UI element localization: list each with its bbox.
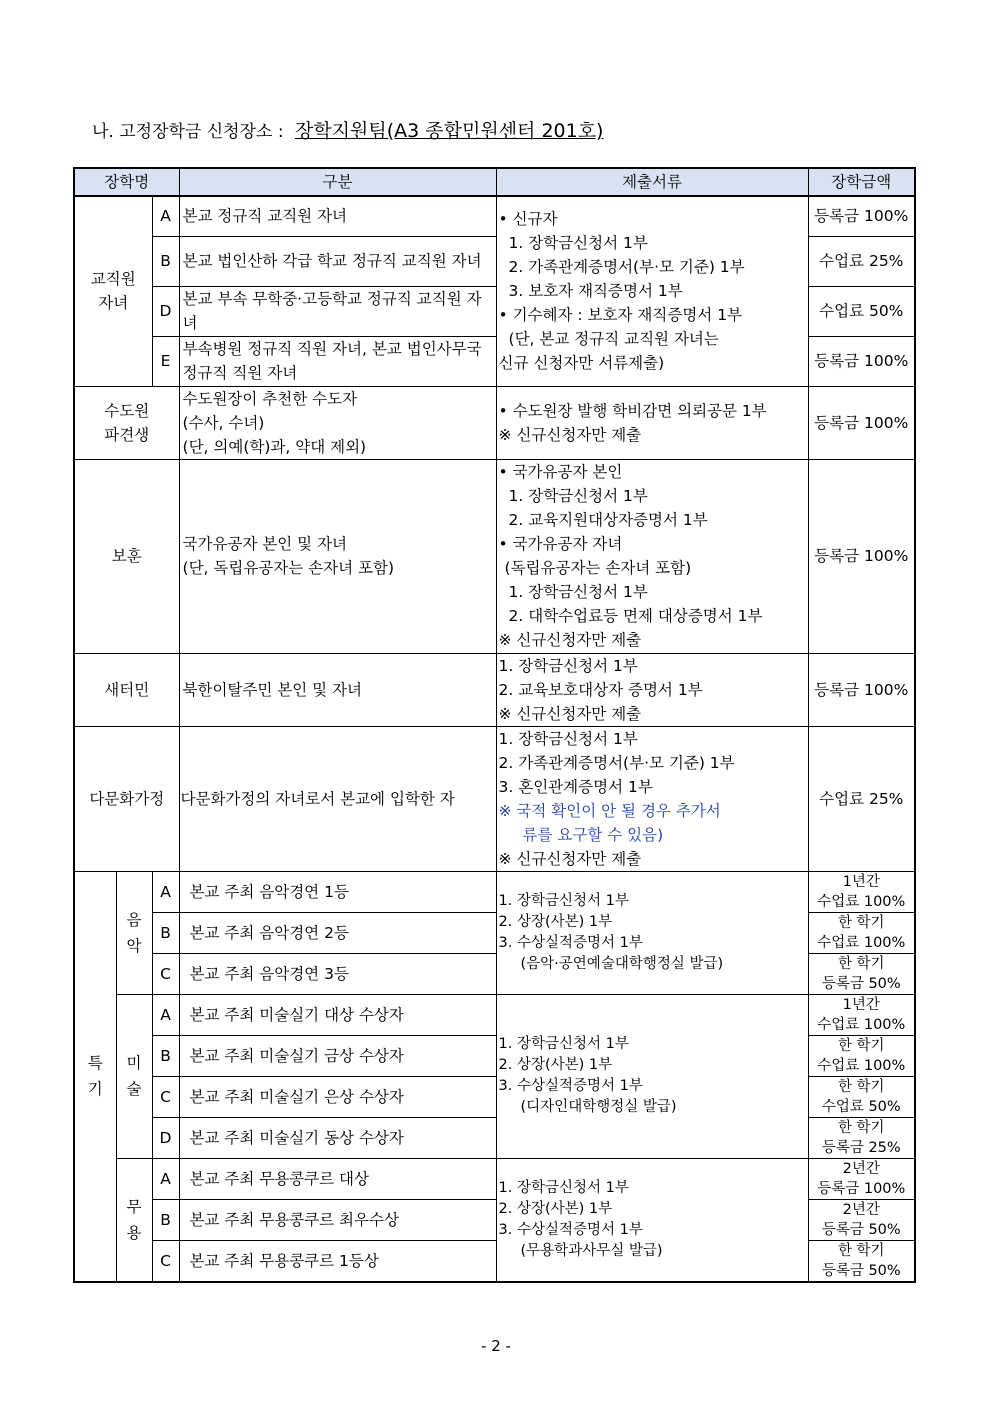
row-code: B [152, 912, 179, 953]
row-amount: 한 학기 수업료 100% [808, 1035, 915, 1076]
row-category: 부속병원 정규직 직원 자녀, 본교 법인사무국 정규직 직원 자녀 [179, 336, 496, 386]
row-amount: 1년간 수업료 100% [808, 994, 915, 1035]
section-heading [92, 116, 603, 143]
header-name: 장학명 [74, 168, 179, 196]
table-row [74, 1158, 915, 1199]
header-docs: 제출서류 [496, 168, 808, 196]
defector-name: 새터민 [74, 653, 179, 726]
multicultural-amount: 수업료 25% [808, 726, 915, 871]
veteran-name: 보훈 [74, 459, 179, 653]
row-amount: 한 학기 수업료 100% [808, 912, 915, 953]
row-category: 본교 주최 무용콩쿠르 1등상 [179, 1240, 496, 1282]
talent-name: 특 기 [74, 871, 116, 1282]
row-category: 본교 주최 음악경연 3등 [179, 953, 496, 994]
row-code: B [152, 236, 179, 286]
row-code: A [152, 1158, 179, 1199]
music-name: 음 악 [116, 871, 152, 994]
art-name: 미 술 [116, 994, 152, 1158]
row-amount: 등록금 100% [808, 196, 915, 236]
row-category: 본교 주최 미술실기 금상 수상자 [179, 1035, 496, 1076]
table-row [74, 871, 915, 912]
multicultural-docs: 1. 장학금신청서 1부 2. 가족관계증명서(부·모 기준) 1부 3. 혼인관계증명서 1부 ※ 국적 확인이 안 될 경우 추가서 류를 요구할 수 있음) ※ 신규신청자만 제출 [496, 726, 808, 871]
row-category: 본교 주최 음악경연 2등 [179, 912, 496, 953]
staff-docs: • 신규자 1. 장학금신청서 1부 2. 가족관계증명서(부·모 기준) 1부 3. 보호자 재직증명서 1부 • 기수혜자 : 보호자 재직증명서 1부 (단, 본교 정규직 교직원 자녀는 신규 신청자만 서류제출) [496, 196, 808, 386]
row-category: 본교 주최 미술실기 동상 수상자 [179, 1117, 496, 1158]
row-amount: 수업료 25% [808, 236, 915, 286]
dance-docs: 1. 장학금신청서 1부 2. 상장(사본) 1부 3. 수상실적증명서 1부 (무용학과사무실 발급) [496, 1158, 808, 1282]
row-amount: 1년간 수업료 100% [808, 871, 915, 912]
row-code: B [152, 1035, 179, 1076]
table-row [74, 459, 915, 653]
table-row [74, 994, 915, 1035]
row-code: C [152, 953, 179, 994]
page-number: - 2 - [481, 1337, 511, 1355]
monk-name: 수도원 파견생 [74, 386, 179, 459]
row-amount: 한 학기 등록금 50% [808, 1240, 915, 1282]
row-amount: 2년간 등록금 50% [808, 1199, 915, 1240]
row-category: 본교 법인산하 각급 학교 정규직 교직원 자녀 [179, 236, 496, 286]
header-category: 구분 [179, 168, 496, 196]
row-code: A [152, 871, 179, 912]
table-row [74, 726, 915, 871]
header-row [74, 168, 915, 196]
row-code: C [152, 1240, 179, 1282]
scholarship-table [73, 167, 916, 1283]
row-category: 본교 주최 미술실기 대상 수상자 [179, 994, 496, 1035]
multicultural-name: 다문화가정 [74, 726, 179, 871]
header-amount: 장학금액 [808, 168, 915, 196]
row-code: C [152, 1076, 179, 1117]
row-amount: 한 학기 수업료 50% [808, 1076, 915, 1117]
table-row [74, 386, 915, 459]
row-amount: 2년간 등록금 100% [808, 1158, 915, 1199]
row-amount: 등록금 100% [808, 336, 915, 386]
veteran-amount: 등록금 100% [808, 459, 915, 653]
row-category: 본교 주최 음악경연 1등 [179, 871, 496, 912]
veteran-docs: • 국가유공자 본인 1. 장학금신청서 1부 2. 교육지원대상자증명서 1부 • 국가유공자 자녀 (독립유공자는 손자녀 포함) 1. 장학금신청서 1부 2. 대학수업료등 면제 대상증명서 1부 ※ 신규신청자만 제출 [496, 459, 808, 653]
monk-category: 수도원장이 추천한 수도자 (수사, 수녀) (단, 의예(학)과, 약대 제외) [179, 386, 496, 459]
row-amount: 수업료 50% [808, 286, 915, 336]
row-code: B [152, 1199, 179, 1240]
defector-docs: 1. 장학금신청서 1부 2. 교육보호대상자 증명서 1부 ※ 신규신청자만 제출 [496, 653, 808, 726]
veteran-category: 국가유공자 본인 및 자녀 (단, 독립유공자는 손자녀 포함) [179, 459, 496, 653]
defector-category: 북한이탈주민 본인 및 자녀 [179, 653, 496, 726]
row-code: A [152, 994, 179, 1035]
row-code: D [152, 1117, 179, 1158]
heading-prefix: 나. 고정장학금 신청장소 : [92, 122, 284, 142]
staff-name: 교직원 자녀 [74, 196, 152, 386]
music-docs: 1. 장학금신청서 1부 2. 상장(사본) 1부 3. 수상실적증명서 1부 (음악·공연예술대학행정실 발급) [496, 871, 808, 994]
row-category: 본교 부속 무학중·고등학교 정규직 교직원 자녀 [179, 286, 496, 336]
table-row [74, 196, 915, 236]
art-docs: 1. 장학금신청서 1부 2. 상장(사본) 1부 3. 수상실적증명서 1부 (디자인대학행정실 발급) [496, 994, 808, 1158]
monk-docs: • 수도원장 발행 학비감면 의뢰공문 1부 ※ 신규신청자만 제출 [496, 386, 808, 459]
table-row [74, 653, 915, 726]
row-amount: 한 학기 등록금 50% [808, 953, 915, 994]
row-code: D [152, 286, 179, 336]
row-category: 본교 주최 무용콩쿠르 대상 [179, 1158, 496, 1199]
heading-location: 장학지원팀(A3 종합민원센터 201호) [294, 120, 604, 142]
defector-amount: 등록금 100% [808, 653, 915, 726]
row-category: 본교 정규직 교직원 자녀 [179, 196, 496, 236]
row-category: 본교 주최 무용콩쿠르 최우수상 [179, 1199, 496, 1240]
dance-name: 무 용 [116, 1158, 152, 1282]
row-code: A [152, 196, 179, 236]
multicultural-category: 다문화가정의 자녀로서 본교에 입학한 자 [179, 726, 496, 871]
row-category: 본교 주최 미술실기 은상 수상자 [179, 1076, 496, 1117]
row-amount: 한 학기 등록금 25% [808, 1117, 915, 1158]
row-code: E [152, 336, 179, 386]
monk-amount: 등록금 100% [808, 386, 915, 459]
